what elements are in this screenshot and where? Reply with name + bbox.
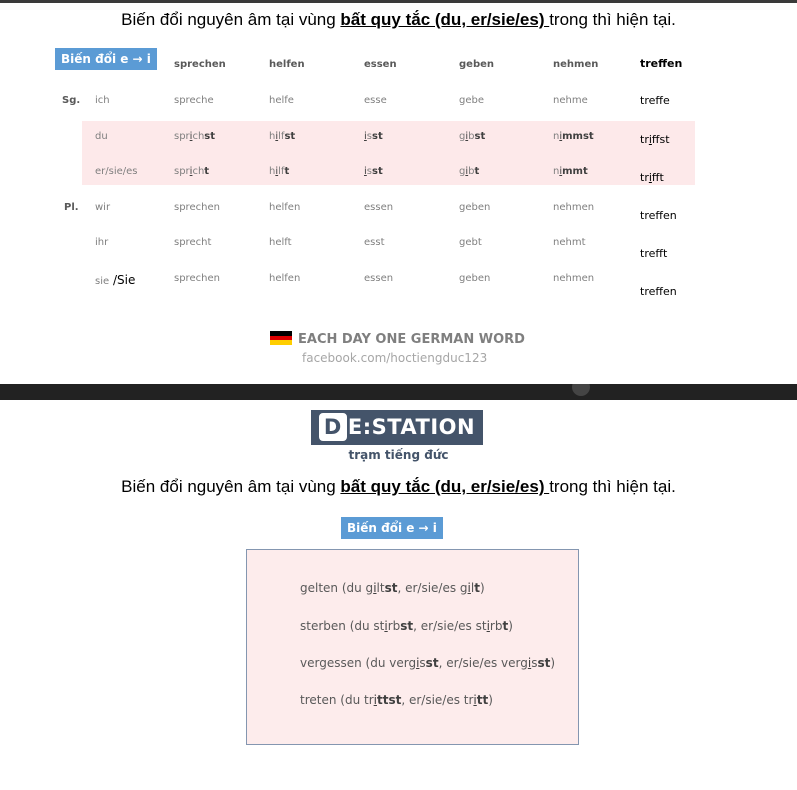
table-cell: trifft xyxy=(640,171,664,184)
destation-logo: D E:STATION xyxy=(311,410,483,445)
table-cell: sprichst xyxy=(174,131,216,142)
table-cell: geben xyxy=(459,202,491,213)
table-cell: essen xyxy=(364,202,394,213)
table-cell: trefft xyxy=(640,247,668,260)
table-cell: spricht xyxy=(174,166,210,177)
table-cell: nimmt xyxy=(553,166,588,177)
separator-decoration xyxy=(572,384,590,396)
header-sprechen: sprechen xyxy=(174,59,226,70)
table-cell: sprechen xyxy=(174,202,220,213)
group-sg: Sg. xyxy=(62,95,81,106)
table-cell: triffst xyxy=(640,133,670,146)
table-cell: spreche xyxy=(174,95,214,106)
table-cell: nimmst xyxy=(553,131,594,142)
table-cell: esst xyxy=(364,237,385,248)
table-cell: helft xyxy=(269,237,292,248)
slide-separator xyxy=(0,384,797,400)
slide1-badge: Biến đổi e → i xyxy=(55,48,157,70)
pronoun-ich: ich xyxy=(95,95,110,106)
facebook-link[interactable]: facebook.com/hoctiengduc123 xyxy=(302,351,488,365)
table-cell: treffen xyxy=(640,209,677,222)
table-cell: nehmen xyxy=(553,273,595,284)
header-treffen: treffen xyxy=(640,57,683,70)
header-helfen: helfen xyxy=(269,59,305,70)
group-pl: Pl. xyxy=(64,202,79,213)
pronoun-sie: sie /Sie xyxy=(95,273,136,287)
logo-subtitle: trạm tiếng đức xyxy=(348,448,449,462)
header-essen: essen xyxy=(364,59,397,70)
example-sterben: sterben (du stirbst, er/sie/es stirbt) xyxy=(300,619,513,633)
example-vergessen: vergessen (du vergisst, er/sie/es vergisst) xyxy=(300,656,556,670)
brand-line: EACH DAY ONE GERMAN WORD xyxy=(270,331,525,347)
slide2-badge: Biến đổi e → i xyxy=(341,517,443,539)
slide1-title: Biến đổi nguyên âm tại vùng bất quy tắc (du, er/sie/es) trong thì hiện tại. xyxy=(121,10,676,29)
table-cell: isst xyxy=(364,166,383,177)
top-border xyxy=(0,0,797,3)
table-cell: sprecht xyxy=(174,237,212,248)
table-cell: gebt xyxy=(459,237,482,248)
header-geben: geben xyxy=(459,59,494,70)
table-cell: essen xyxy=(364,273,394,284)
table-cell: sprechen xyxy=(174,273,220,284)
table-cell: hilfst xyxy=(269,131,296,142)
table-cell: nehmen xyxy=(553,202,595,213)
table-cell: helfen xyxy=(269,202,301,213)
table-cell: isst xyxy=(364,131,383,142)
table-cell: hilft xyxy=(269,166,290,177)
table-cell: geben xyxy=(459,273,491,284)
table-cell: gibt xyxy=(459,166,480,177)
slide2-title: Biến đổi nguyên âm tại vùng bất quy tắc (du, er/sie/es) trong thì hiện tại. xyxy=(121,477,676,496)
table-cell: helfe xyxy=(269,95,294,106)
table-cell: gebe xyxy=(459,95,484,106)
header-nehmen: nehmen xyxy=(553,59,599,70)
table-cell: nehme xyxy=(553,95,588,106)
pronoun-er-sie-es: er/sie/es xyxy=(95,166,138,177)
pronoun-du: du xyxy=(95,131,108,142)
table-cell: helfen xyxy=(269,273,301,284)
table-cell: treffen xyxy=(640,285,677,298)
table-cell: esse xyxy=(364,95,387,106)
example-treten: treten (du trittst, er/sie/es tritt) xyxy=(300,693,493,707)
table-cell: gibst xyxy=(459,131,486,142)
pronoun-ihr: ihr xyxy=(95,237,109,248)
example-gelten: gelten (du giltst, er/sie/es gilt) xyxy=(300,581,485,595)
examples-box xyxy=(246,549,579,745)
table-cell: treffe xyxy=(640,94,670,107)
table-cell: nehmt xyxy=(553,237,586,248)
german-flag-icon xyxy=(270,331,292,345)
pronoun-wir: wir xyxy=(95,202,111,213)
